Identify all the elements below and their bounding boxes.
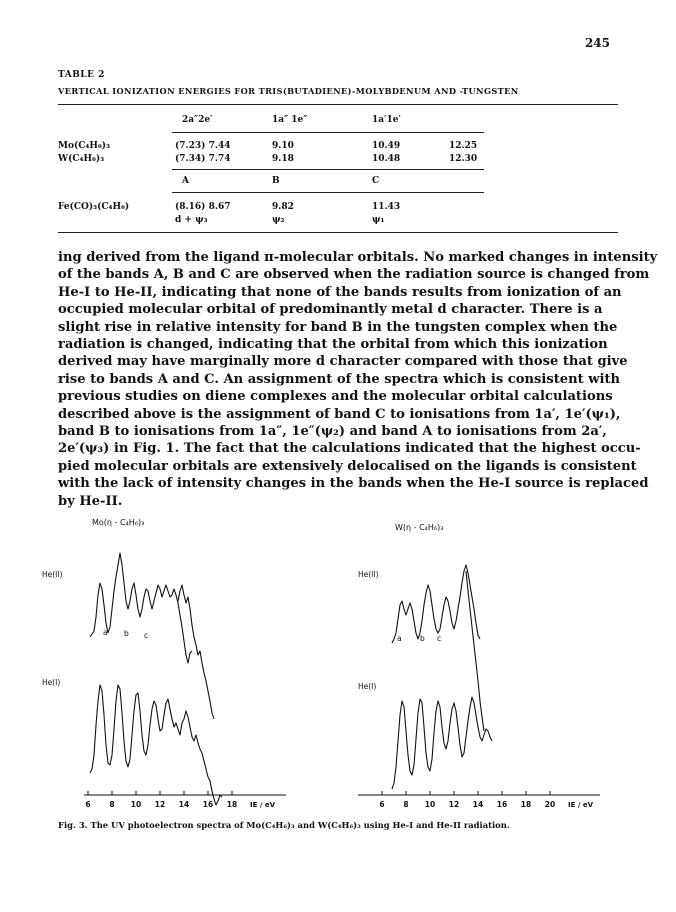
table-row-mo-c2: 9.10 [272,141,294,151]
table-row-mo-c4: 12.25 [449,141,478,151]
body-line: described above is the assignment of band C to ionisations from 1a′, 1e′(ψ₁), [58,406,621,422]
right-tick-label: 6 [379,800,385,809]
body-line: pied molecular orbitals are extensively delocalised on the ligands is consistent [58,458,637,474]
right-tick-label: 10 [424,800,436,809]
right-tick-label: 20 [544,800,556,809]
left-he1-spectrum [90,685,222,805]
body-line: occupied molecular orbital of predominantly metal d character. There is a [58,302,603,318]
table-label: TABLE 2 [58,70,105,80]
table-header-1: 2a″2e′ [182,115,213,125]
figure-caption: Fig. 3. The UV photoelectron spectra of Mo(C₄H₆)₃ and W(C₄H₆)₃ using He-I and He-II radiation. [58,820,510,830]
table-row-fe-c1: (8.16) 8.67 [175,202,231,212]
right-tick-label: 16 [496,800,508,809]
table-row-fe-sub2: ψ₂ [272,215,285,225]
table-row-fe-compound: Fe(CO)₃(C₄H₆) [58,202,130,212]
body-line: previous studies on diene complexes and the molecular orbital calculations [58,389,613,405]
left-tick-label: 18 [226,800,238,809]
right-he2-label: He(II) [358,570,379,579]
body-line: radiation is changed, indicating that the orbital from which this ionization [58,337,608,353]
table-header-3: 1a′1e′ [372,115,401,125]
right-he1-spectrum [392,697,492,789]
body-line: 2e′(ψ₃) in Fig. 1. The fact that the calculations indicated that the highest occu- [58,441,641,457]
left-axis-ticks [88,791,232,795]
table-row-fe-sub3: ψ₁ [372,215,385,225]
body-line: ing derived from the ligand π-molecular orbitals. No marked changes in intensity [58,250,658,265]
right-band-label-c: c [437,634,442,643]
table-row-fe-sub1: d + ψ₃ [175,215,208,225]
left-tick-label: 10 [130,800,142,809]
right-tick-label: 14 [472,800,484,809]
left-he1-label: He(I) [42,678,61,687]
body-paragraph [58,249,658,510]
table-row-w-compound: W(C₄H₆)₃ [58,154,105,164]
table-row-w-c1: (7.34) 7.74 [175,154,231,164]
table-row-mo-c1: (7.23) 7.44 [175,141,231,151]
body-line: slight rise in relative intensity for band B in the tungsten complex when the [58,319,618,335]
table-row-mo-c3: 10.49 [372,141,401,151]
table-mid-rule-2 [172,192,484,193]
body-line: band B to ionisations from 1a″, 1e″(ψ₂) and band A to ionisations from 2a′, [58,424,607,440]
pes-figure [40,505,640,815]
table-top-rule [58,104,618,105]
left-tick-label: 12 [154,800,166,809]
table-row-fe-c2: 9.82 [272,202,294,212]
right-tick-label: 12 [448,800,460,809]
left-tick-label: 14 [178,800,190,809]
body-line: rise to bands A and C. An assignment of the spectra which is consistent with [58,371,621,387]
left-band-label-c: c [144,631,149,640]
table-caption: VERTICAL IONIZATION ENERGIES FOR TRIS(BUTADIENE)-MOLYBDENUM AND -TUNGSTEN [58,86,519,96]
right-band-label-b: b [420,634,425,643]
left-panel-title: Mo(η - C₄H₆)₃ [92,518,145,527]
band-header-c: C [372,176,380,186]
body-line: with the lack of intensity changes in the bands when the He-I source is replaced [58,476,649,492]
page-number: 245 [584,36,610,50]
left-tick-label: 16 [202,800,214,809]
body-line: derived may have marginally more d character compared with those that give [58,354,628,370]
left-transition-trace [178,585,214,719]
table-header-2: 1a″ 1e″ [272,115,308,125]
body-line: by He-II. [58,493,123,509]
right-band-label-a: a [397,634,402,643]
left-band-label-a: a [103,628,108,637]
band-header-b: B [272,176,280,186]
body-line: He-I to He-II, indicating that none of the bands results from ionization of an [58,284,622,300]
right-tick-label: 18 [520,800,532,809]
table-row-w-c3: 10.48 [372,154,401,164]
right-axis-ticks [382,791,550,795]
right-axis-unit: IE / eV [568,801,593,809]
left-he2-spectrum [90,553,192,663]
right-panel-title: W(η - C₄H₆)₃ [395,523,444,532]
left-tick-label: 8 [109,800,115,809]
left-he2-label: He(II) [42,570,63,579]
body-line: of the bands A, B and C are observed when the radiation source is changed from [58,267,650,283]
table-bottom-rule [58,232,618,233]
band-header-a: A [182,176,189,186]
left-band-label-b: b [124,629,129,638]
right-tick-label: 8 [403,800,409,809]
left-axis-unit: IE / eV [250,801,275,809]
table-row-w-c2: 9.18 [272,154,294,164]
pes-figure-svg [40,505,640,815]
table-row-mo-compound: Mo(C₄H₆)₃ [58,141,110,151]
table-row-fe-c3: 11.43 [372,202,401,212]
left-tick-label: 6 [85,800,91,809]
table-header-rule [172,132,484,133]
table-row-w-c4: 12.30 [449,154,478,164]
table-mid-rule-1 [172,169,484,170]
right-he1-label: He(I) [358,682,377,691]
